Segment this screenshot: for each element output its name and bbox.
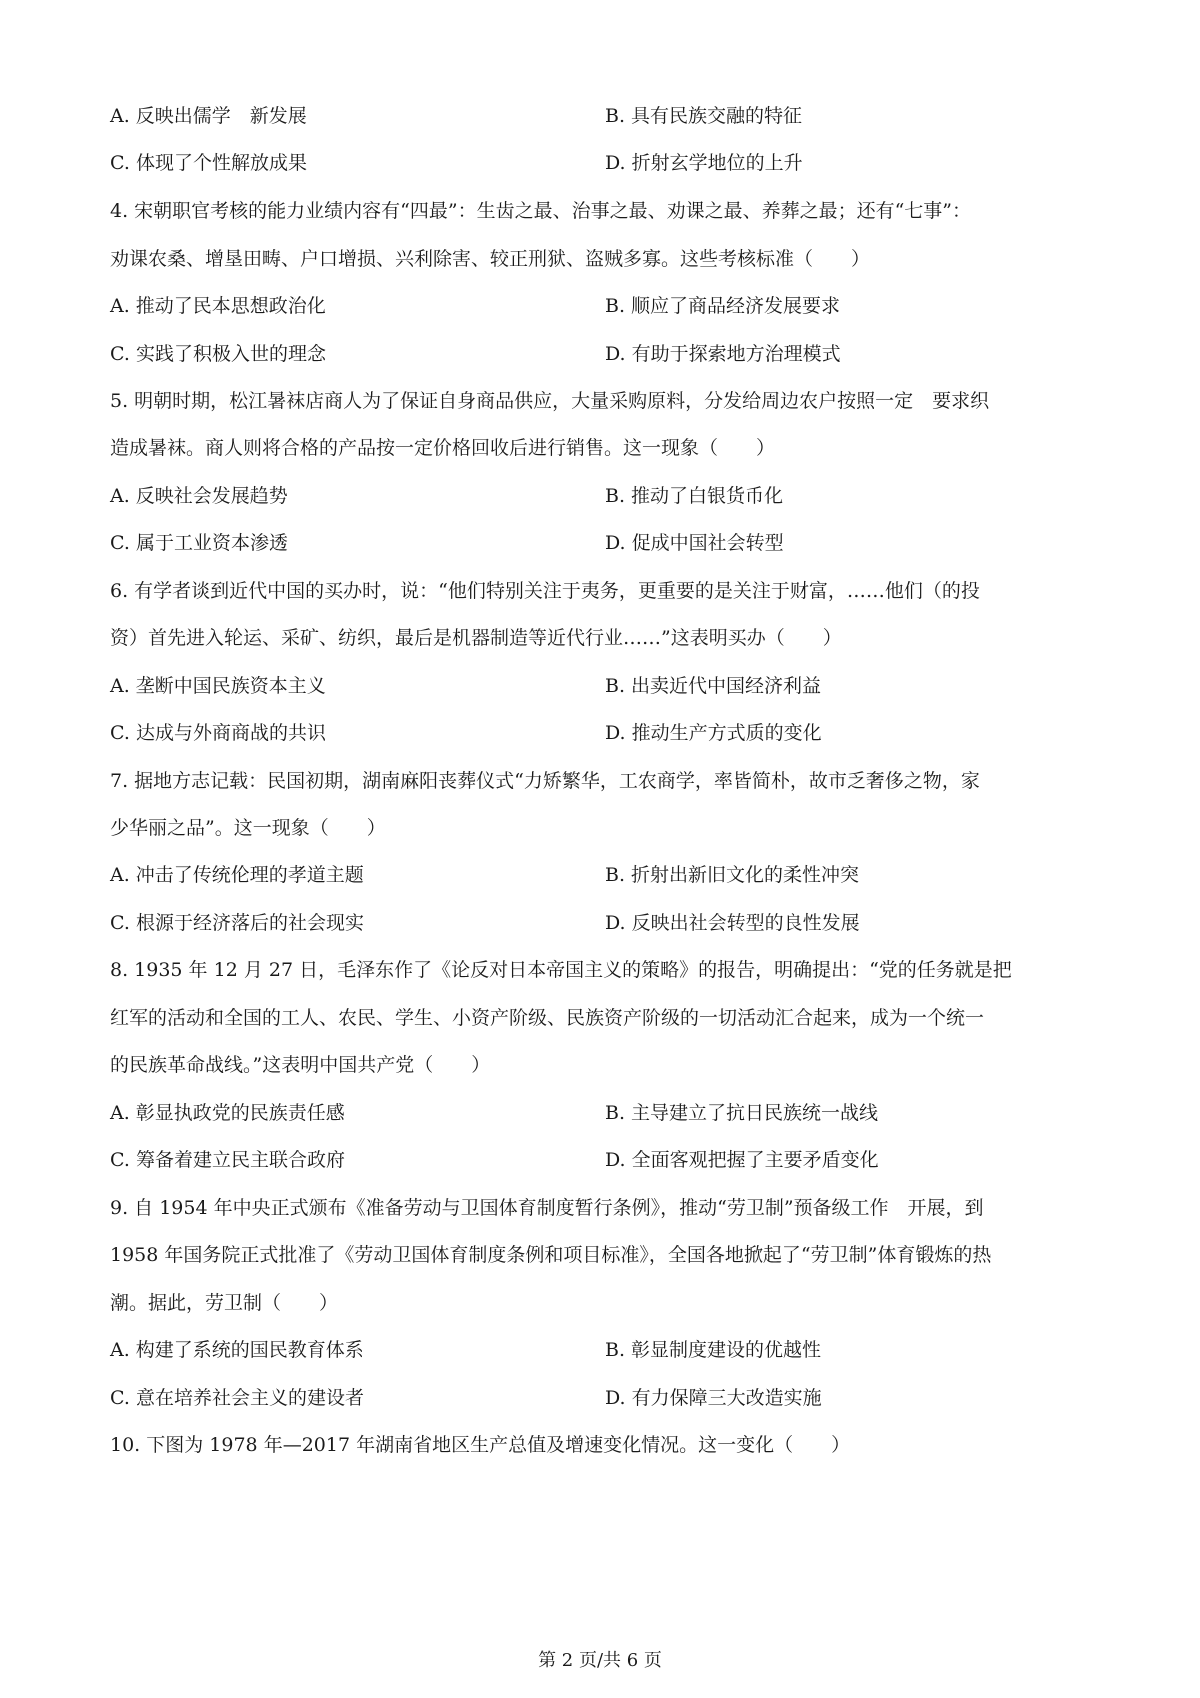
q7-stem-line-2: 少华丽之品”。这一现象（ ） [110, 817, 386, 839]
q4-option-c: C. 实践了积极入世的理念 [110, 343, 326, 365]
q5-option-a: A. 反映社会发展趋势 [110, 485, 288, 507]
q3-option-b: B. 具有民族交融的特征 [605, 105, 803, 127]
q5-stem-line-2: 造成暑袜。商人则将合格的产品按一定价格回收后进行销售。这一现象（ ） [110, 437, 776, 459]
q6-stem-line-2: 资）首先进入轮运、采矿、纺织，最后是机器制造等近代行业……”这表明买办（ ） [110, 627, 842, 649]
q6-option-b: B. 出卖近代中国经济利益 [605, 675, 822, 697]
q9-option-c: C. 意在培养社会主义的建设者 [110, 1387, 364, 1409]
page-number-footer: 第 2 页/共 6 页 [538, 1650, 662, 1671]
q3-option-c: C. 体现了个性解放成果 [110, 152, 307, 174]
q7-option-d: D. 反映出社会转型的良性发展 [605, 912, 860, 934]
q6-option-d: D. 推动生产方式质的变化 [605, 722, 822, 744]
q6-option-c: C. 达成与外商商战的共识 [110, 722, 326, 744]
q4-option-d: D. 有助于探索地方治理模式 [605, 343, 841, 365]
q9-stem-line-1: 9. 自 1954 年中央正式颁布《准备劳动与卫国体育制度暂行条例》，推动“劳卫制”预备级工作 开展，到 [110, 1197, 984, 1219]
q3-option-a: A. 反映出儒学 新发展 [110, 105, 307, 127]
q9-option-d: D. 有力保障三大改造实施 [605, 1387, 822, 1409]
q8-stem-line-1: 8. 1935 年 12 月 27 日，毛泽东作了《论反对日本帝国主义的策略》的报告，明确提出：“党的任务就是把 [110, 959, 1012, 981]
q9-option-a: A. 构建了系统的国民教育体系 [110, 1339, 364, 1361]
q10-stem-line-1: 10. 下图为 1978 年—2017 年湖南省地区生产总值及增速变化情况。这一变化（ ） [110, 1434, 851, 1456]
q8-option-c: C. 筹备着建立民主联合政府 [110, 1149, 345, 1171]
q9-stem-line-3: 潮。据此，劳卫制（ ） [110, 1292, 339, 1314]
q7-option-c: C. 根源于经济落后的社会现实 [110, 912, 364, 934]
q8-stem-line-2: 红军的活动和全国的工人、农民、学生、小资产阶级、民族资产阶级的一切活动汇合起来，成为一个统一 [110, 1007, 985, 1029]
q7-option-a: A. 冲击了传统伦理的孝道主题 [110, 864, 364, 886]
q6-option-a: A. 垄断中国民族资本主义 [110, 675, 326, 697]
q5-stem-line-1: 5. 明朝时期，松江暑袜店商人为了保证自身商品供应，大量采购原料，分发给周边农户按照一定 要求织 [110, 390, 990, 412]
q5-option-c: C. 属于工业资本渗透 [110, 532, 288, 554]
q4-stem-line-1: 4. 宋朝职官考核的能力业绩内容有“四最”：生齿之最、治事之最、劝课之最、养葬之最；还有“七事”： [110, 200, 972, 222]
q7-stem-line-1: 7. 据地方志记载：民国初期，湖南麻阳丧葬仪式“力矫繁华，工农商学，率皆简朴，故市乏奢侈之物，家 [110, 770, 980, 792]
q9-stem-line-2: 1958 年国务院正式批准了《劳动卫国体育制度条例和项目标准》，全国各地掀起了“劳卫制”体育锻炼的热 [110, 1244, 992, 1266]
q5-option-b: B. 推动了白银货币化 [605, 485, 784, 507]
q7-option-b: B. 折射出新旧文化的柔性冲突 [605, 864, 860, 886]
q4-option-b: B. 顺应了商品经济发展要求 [605, 295, 841, 317]
q8-stem-line-3: 的民族革命战线。”这表明中国共产党（ ） [110, 1054, 491, 1076]
q4-stem-line-2: 劝课农桑、增垦田畴、户口增损、兴利除害、较正刑狱、盗贼多寡。这些考核标准（ ） [110, 248, 871, 270]
q3-option-d: D. 折射玄学地位的上升 [605, 152, 803, 174]
q8-option-d: D. 全面客观把握了主要矛盾变化 [605, 1149, 879, 1171]
q8-option-a: A. 彰显执政党的民族责任感 [110, 1102, 345, 1124]
q4-option-a: A. 推动了民本思想政治化 [110, 295, 326, 317]
q5-option-d: D. 促成中国社会转型 [605, 532, 784, 554]
q8-option-b: B. 主导建立了抗日民族统一战线 [605, 1102, 879, 1124]
q9-option-b: B. 彰显制度建设的优越性 [605, 1339, 822, 1361]
q6-stem-line-1: 6. 有学者谈到近代中国的买办时，说：“他们特别关注于夷务，更重要的是关注于财富，……他们（的投 [110, 580, 980, 602]
